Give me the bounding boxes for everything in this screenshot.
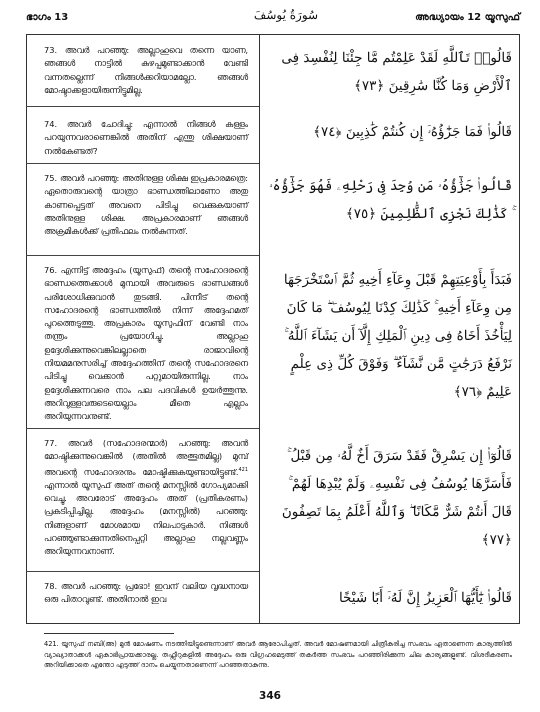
translation-verse-78: 78. അവര്‍ പറഞ്ഞു: പ്രഭോ! ഇവന് വലിയ വൃദ്ധനായ ഒരു പിതാവുണ്ട്. അതിനാല്‍ ഇവ — [44, 581, 248, 605]
page-header — [26, 8, 520, 34]
translation-verse-75: 75. അവര്‍ പറഞ്ഞു: അതിനുള്ള ശിക്ഷ ഇപ്രകാരമത്രെ: ഏതൊരുവന്റെ യാത്രാ ഭാണ്ഡത്തിലാണോ അതു കാണപ്പെട്ടത് അവനെ പിടിച്ചു വെക്കുകയാണ് അതിനുള്ള ശിക്ഷ. അപ്രകാരമാണ് ഞങ്ങള്‍ അക്രമികള്‍ക്ക് പ്രതിഫലം നല്‍കുന്നത്. — [44, 173, 248, 237]
arabic-verse-75: قَالُوا۟ جَزَٰٓؤُهُۥ مَن وُجِدَ فِى رَحْلِهِۦ فَهُوَ جَزَٰٓؤُهُۥ ۚ كَذَٰلِكَ نَجْزِى ٱلظَّٰلِمِينَ ﴿٧٥﴾ — [269, 178, 512, 222]
arabic-verse-74: قَالُوا۟ فَمَا جَزَٰٓؤُهُۥٓ إِن كُنتُمْ كَٰذِبِينَ ﴿٧٤﴾ — [313, 124, 512, 140]
verse-77-text: 77. അവര്‍ (സഹോദരന്മാര്‍) പറഞ്ഞു: അവന്‍ മോഷ്ടിക്കുന്നുവെങ്കില്‍ (അതില്‍ അത്ഭുതമില്ല) മുമ്പ് അവന്റെ സഹോദരനും മോഷ്ടിക്കുകയുണ്ടായിട്ടുണ്ട്. — [44, 438, 248, 477]
chapter-label: അദ്ധ്യായം 12 യൂസുഫ് — [415, 12, 520, 23]
translation-verse-77 — [44, 437, 248, 558]
translation-verse-76: 76. എന്നിട്ട് അദ്ദേഹം (യൂസുഫ്) തന്റെ സഹോദരന്റെ ഭാണ്ഡത്തെക്കാള്‍ മുമ്പായി അവരുടെ ഭാണ്ഡങ്ങള്‍ പരിശോധിക്കുവാന്‍ തുടങ്ങി. പിന്നീട് തന്റെ സഹോദരന്റെ ഭാണ്ഡത്തില്‍ നിന്ന് അദ്ദേഹമത് പുറത്തെടുത്തു. അപ്രകാരം യൂസുഫിന് വേണ്ടി നാം തന്ത്രം പ്രയോഗിച്ചു. അല്ലാഹു ഉദ്ദേശിക്കുന്നുവെങ്കിലല്ലാതെ രാജാവിന്റെ നിയമമനുസരിച്ച് അദ്ദേഹത്തിന് തന്റെ സഹോദരനെ പിടിച്ചു വെക്കാന്‍ പറ്റുമായിരുന്നില്ല. നാം ഉദ്ദേശിക്കുന്നവരെ നാം പല പദവികള്‍ ഉയര്‍ത്തുന്നു. അറിവുള്ളവരുടെയെല്ലാം മീതെ എല്ലാം അറിയുന്നവനുണ്ട്. — [44, 265, 248, 422]
page-number: 346 — [259, 690, 281, 702]
arabic-verse-77: قَالُوٓا۟ إِن يَسْرِقْ فَقَدْ سَرَقَ أَخٌ لَّهُۥ مِن قَبْلُ ۚ فَأَسَرَّهَا يُوسُفُ فِى نَفْسِهِۦ وَلَمْ يُبْدِهَا لَهُمْ ۚ قَالَ أَنتُمْ شَرٌّ مَّكَانًا ۖ وَٱللَّهُ أَعْلَمُ بِمَا تَصِفُونَ ﴿٧٧﴾ — [281, 448, 512, 548]
verse-separator — [26, 571, 259, 572]
arabic-verse-76: فَبَدَأَ بِأَوْعِيَتِهِمْ قَبْلَ وِعَآءِ أَخِيهِ ثُمَّ ٱسْتَخْرَجَهَا مِن وِعَآءِ أَخِيهِ ۚ كَذَٰلِكَ كِدْنَا لِيُوسُفَ ۖ مَا كَانَ لِيَأْخُذَ أَخَاهُ فِى دِينِ ٱلْمَلِكِ إِلَّآ أَن يَشَآءَ ٱللَّهُ ۚ نَرْفَعُ دَرَجَٰتٍ مَّن نَّشَآءُ ۗ وَفَوْقَ كُلِّ ذِى عِلْمٍ عَلِيمٌ ﴿٧٦﴾ — [283, 272, 512, 400]
verse-77-text-cont: എന്നാല്‍ യൂസുഫ് അത് തന്റെ മനസ്സില്‍ ഗോപ്യമാക്കി വെച്ചു. അവരോട് അദ്ദേഹം അത് (പ്രതികരണം) പ്രകടിപ്പിച്ചില്ല. അദ്ദേഹം (മനസ്സില്‍) പറഞ്ഞു: നിങ്ങളാണ് മോശമായ നിലപാടുകാര്‍. നിങ്ങള്‍ പറഞ്ഞുണ്ടാക്കുന്നതിനെപ്പറ്റി അല്ലാഹു നല്ലവണ്ണം അറിയുന്നവനാണ്. — [44, 479, 248, 557]
arabic-verse-73: قَالُوا۟ تَٱللَّهِ لَقَدْ عَلِمْتُم مَّا جِئْنَا لِنُفْسِدَ فِى ٱلْأَرْضِ وَمَا كُنَّا سَٰرِقِينَ ﴿٧٣﴾ — [281, 50, 512, 94]
footnote-marker: 421 — [238, 466, 248, 473]
verse-separator — [26, 163, 259, 164]
column-divider — [259, 34, 260, 624]
footnote: 421. യൂസുഫ് നബി(അ) മുന്‍ മോഷണം നടത്തിയിട്ടുണ്ടെന്നാണ് അവര്‍ ആരോപിച്ചത്. അവര്‍ മോഷണമായി ചിത്രീകരിച്ച സംഭവം ഏതാണെന്ന കാര്യത്തില്‍ വ്യാഖ്യാതാക്കള്‍ ഏകാഭിപ്രായക്കാരല്ല. തഫ്സീറുകളില്‍ അദ്ദേഹം ഒരു വിഗ്രഹമെടുത്ത് തകര്‍ത്ത സംഭവം പറഞ്ഞിരിക്കുന്ന ചില കാര്യങ്ങളുണ്ട്. വിശദീകരണം അറിയിക്കാതെ എന്തോ എടുത്ത് ദാനം ചെയ്യുന്നതാണെന്ന് പറഞ്ഞതാകുന്നു. — [44, 640, 512, 669]
arabic-verse-78: قَالُوا۟ يَٰٓأَيُّهَا ٱلْعَزِيزُ إِنَّ لَهُۥٓ أَبًا شَيْخًا — [338, 590, 512, 606]
verse-separator — [26, 255, 259, 256]
verse-separator — [26, 106, 259, 107]
translation-verse-74: 74. അവര്‍ ചോദിച്ചു: എന്നാല്‍ നിങ്ങള്‍ കള്ളം പറയുന്നവരാണെങ്കില്‍ അതിന് എന്തു ശിക്ഷയാണ് നല്‍കേണ്ടത്? — [44, 119, 248, 156]
verse-separator — [26, 428, 259, 429]
translation-verse-73: 73. അവര്‍ പറഞ്ഞു: അല്ലാഹുവെ തന്നെ യാണ, ഞങ്ങള്‍ നാട്ടില്‍ കുഴപ്പമുണ്ടാക്കാന്‍ വേണ്ടി വന്നതല്ലെന്ന് നിങ്ങള്‍ക്കറിയാമല്ലോ. ഞങ്ങള്‍ മോഷ്ടാക്കളായിരുന്നിട്ടുമില്ല. — [44, 45, 248, 95]
footnote-rule — [44, 633, 174, 634]
part-label: ഭാഗം 13 — [26, 12, 69, 23]
surah-calligraphy: سُورَةُ يُوسُفَ — [253, 8, 319, 22]
